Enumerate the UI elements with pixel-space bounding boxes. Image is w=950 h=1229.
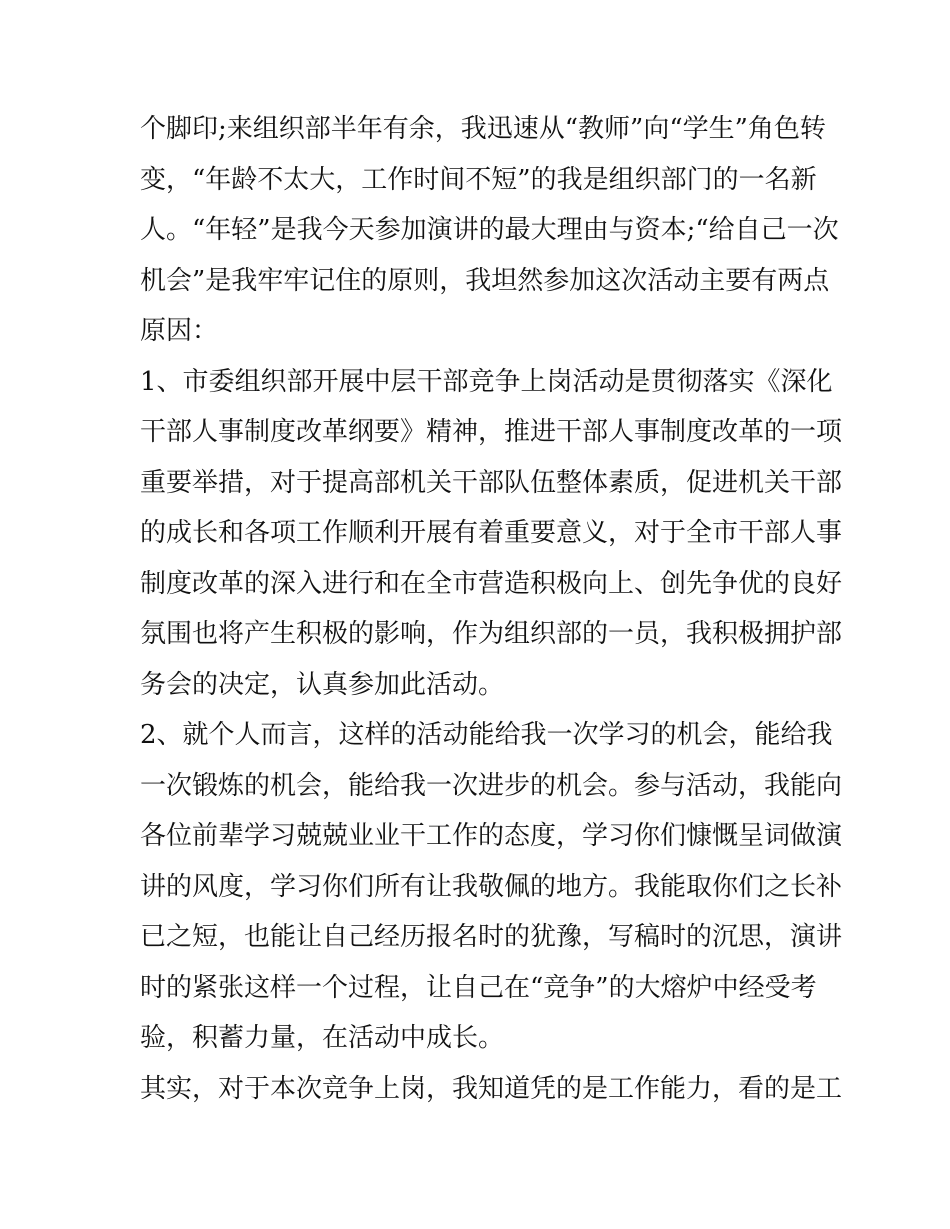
text-line: 其实，对于本次竞争上岗，我知道凭的是工作能力，看的是工 xyxy=(140,1073,843,1104)
text-line: 变，“年龄不太大，工作时间不短”的我是组织部门的一名新 xyxy=(140,164,817,195)
text-line: 原因： xyxy=(140,316,219,346)
text-line: 务会的决定，认真参加此活动。 xyxy=(140,669,505,700)
text-line: 机会”是我牢牢记住的原则，我坦然参加这次活动主要有两点 xyxy=(140,265,830,296)
text-line: 一次锻炼的机会，能给我一次进步的机会。参与活动，我能向 xyxy=(140,770,843,801)
document-body xyxy=(140,104,843,1114)
text-line: 讲的风度，学习你们所有让我敬佩的地方。我能取你们之长补 xyxy=(140,871,843,902)
text-line: 时的紧张这样一个过程，让自己在“竞争”的大熔炉中经受考 xyxy=(140,972,817,1003)
text-line: 个脚印;来组织部半年有余，我迅速从“教师”向“学生”角色转 xyxy=(140,114,826,144)
text-line: 验，积蓄力量，在活动中成长。 xyxy=(140,1023,505,1053)
text-line: 氛围也将产生积极的影响，作为组织部的一员，我积极拥护部 xyxy=(140,619,843,649)
text-line: 干部人事制度改革纲要》精神，推进干部人事制度改革的一项 xyxy=(140,417,843,447)
text-line: 各位前辈学习兢兢业业干工作的态度，学习你们慷慨呈词做演 xyxy=(140,821,843,851)
text-line: 1、市委组织部开展中层干部竞争上岗活动是贯彻落实《深化 xyxy=(140,366,833,397)
text-line: 的成长和各项工作顺利开展有着重要意义，对于全市干部人事 xyxy=(140,518,843,548)
text-line: 2、就个人而言，这样的活动能给我一次学习的机会，能给我 xyxy=(140,720,833,750)
text-line: 重要举措，对于提高部机关干部队伍整体素质，促进机关干部 xyxy=(140,467,843,498)
text-line: 人。“年轻”是我今天参加演讲的最大理由与资本;“给自己一次 xyxy=(140,215,839,245)
text-line: 已之短，也能让自己经历报名时的犹豫，写稿时的沉思，演讲 xyxy=(140,922,843,952)
text-line: 制度改革的深入进行和在全市营造积极向上、创先争优的良好 xyxy=(140,568,843,599)
